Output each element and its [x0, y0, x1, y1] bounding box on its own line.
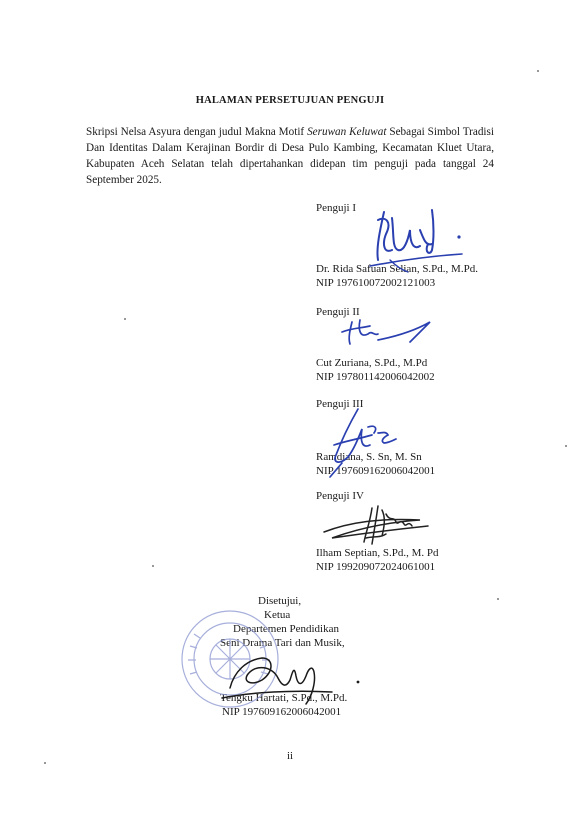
scan-speck	[537, 70, 539, 72]
page-title: HALAMAN PERSETUJUAN PENGUJI	[195, 95, 385, 106]
examiner-2-role: Penguji II	[316, 306, 360, 318]
examiner-1-nip: NIP 197610072002121003	[316, 277, 436, 289]
examiner-2-identity	[316, 356, 435, 384]
approval-position: Ketua	[264, 609, 291, 621]
approval-signature	[212, 642, 362, 712]
examiner-2-signature	[338, 310, 438, 350]
examiner-1-block	[316, 201, 356, 215]
approval-department-line1: Departemen Pendidikan	[233, 623, 339, 635]
examiner-4-role: Penguji IV	[316, 490, 364, 502]
examiner-2-nip: NIP 197801142006042002	[316, 371, 435, 383]
examiner-1-role: Penguji I	[316, 202, 357, 214]
paragraph-italic-title: Seruwan Keluwat	[307, 126, 387, 138]
scan-speck	[152, 565, 154, 567]
scan-speck	[497, 598, 499, 600]
examiner-4-name: Ilham Septian, S.Pd., M. Pd	[316, 547, 439, 559]
scan-speck	[44, 762, 46, 764]
approval-department-line2: Seni Drama Tari dan Musik,	[220, 637, 345, 649]
statement-paragraph	[86, 124, 494, 188]
examiner-2-name: Cut Zuriana, S.Pd., M.Pd	[316, 357, 428, 369]
examiner-1-signature	[362, 200, 472, 275]
examiner-3-signature	[322, 405, 422, 480]
examiner-4-signature	[320, 498, 440, 548]
approval-label: Disetujui,	[258, 595, 302, 607]
examiner-3-role: Penguji III	[316, 398, 364, 410]
paragraph-text-end: Sebagai Simbol Tradisi Dan Identitas Dalam Kerajinan Bordir di Desa Pulo Kambing, Kecamatan Kluet Utara, Kabupaten Aceh Selatan telah dipertahankan didepan tim penguji pada tanggal 24 September 2025.	[86, 126, 494, 186]
page-number: ii	[286, 750, 294, 762]
paragraph-text-start: Skripsi Nelsa Asyura dengan judul Makna Motif	[86, 126, 308, 138]
scan-speck	[565, 445, 567, 447]
approval-name: Tengku Hartati, S.Pd., M.Pd.	[220, 692, 348, 704]
examiner-1-name: Dr. Rida Safuan Selian, S.Pd., M.Pd.	[316, 263, 478, 275]
approval-nip: NIP 197609162006042001	[222, 706, 342, 718]
examiner-3-nip: NIP 197609162006042001	[316, 465, 436, 477]
examiner-3-name: Ramdiana, S. Sn, M. Sn	[316, 451, 422, 463]
scan-speck	[124, 318, 126, 320]
examiner-4-nip: NIP 199209072024061001	[316, 561, 436, 573]
examiner-4-identity	[316, 546, 439, 574]
